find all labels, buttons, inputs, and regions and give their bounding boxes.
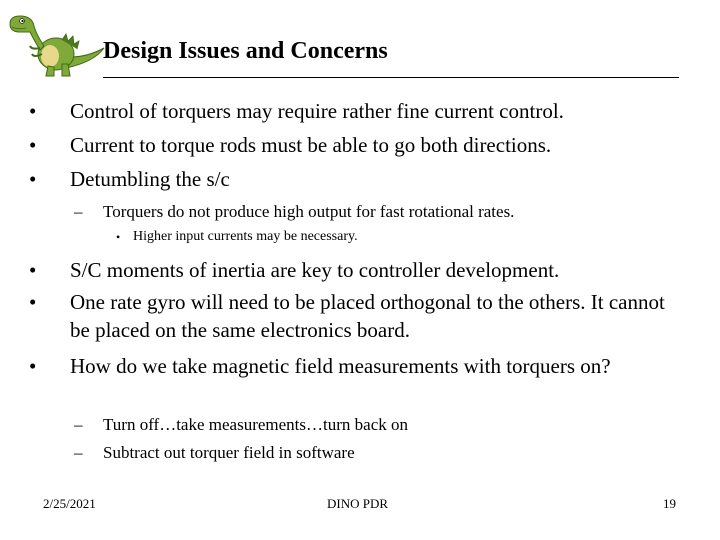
sub-bullet-text: Torquers do not produce high output for fast rotational rates. [103,202,515,221]
bullet-item [29,256,690,284]
bullet-mark: • [29,290,37,314]
footer-date: 2/25/2021 [43,496,96,511]
slide-title: Design Issues and Concerns [103,38,388,64]
footer-center-text: DINO PDR [327,496,389,511]
bullet-mark: • [29,258,37,282]
sub-bullet-text: Subtract out torquer field in software [103,443,355,462]
sub-bullet-item [74,201,683,223]
footer-page-number: 19 [663,496,676,511]
sub-bullet-item [74,414,683,436]
sub-sub-bullet-mark: • [116,230,121,244]
bullet-text: Control of torquers may require rather fine current control. [70,99,564,123]
bullet-mark: • [29,133,37,157]
sub-bullet-text: Turn off…take measurements…turn back on [103,415,408,434]
bullet-text: One rate gyro will need to be placed orthogonal to the others. It cannot be placed on the same electronics board. [70,290,665,342]
bullet-item [29,165,690,193]
bullet-text: How do we take magnetic field measurements with torquers on? [70,354,611,378]
sub-sub-bullet-text: Higher input currents may be necessary. [133,229,358,244]
sub-bullet-item [74,442,683,464]
dinosaur-logo-icon [4,4,108,80]
bullet-item [29,97,690,125]
title-divider [103,77,679,78]
sub-bullet-mark: – [74,443,83,462]
bullet-item [29,288,670,344]
bullet-item [29,352,670,380]
sub-bullet-mark: – [74,415,83,434]
bullet-text: Current to torque rods must be able to go both directions. [70,133,552,157]
sub-sub-bullet-item [116,227,673,247]
bullet-mark: • [29,99,37,123]
bullet-mark: • [29,167,37,191]
bullet-mark: • [29,354,37,378]
bullet-text: S/C moments of inertia are key to controller development. [70,258,560,282]
sub-bullet-mark: – [74,202,83,221]
bullet-text: Detumbling the s/c [70,167,230,191]
bullet-item [29,131,690,159]
